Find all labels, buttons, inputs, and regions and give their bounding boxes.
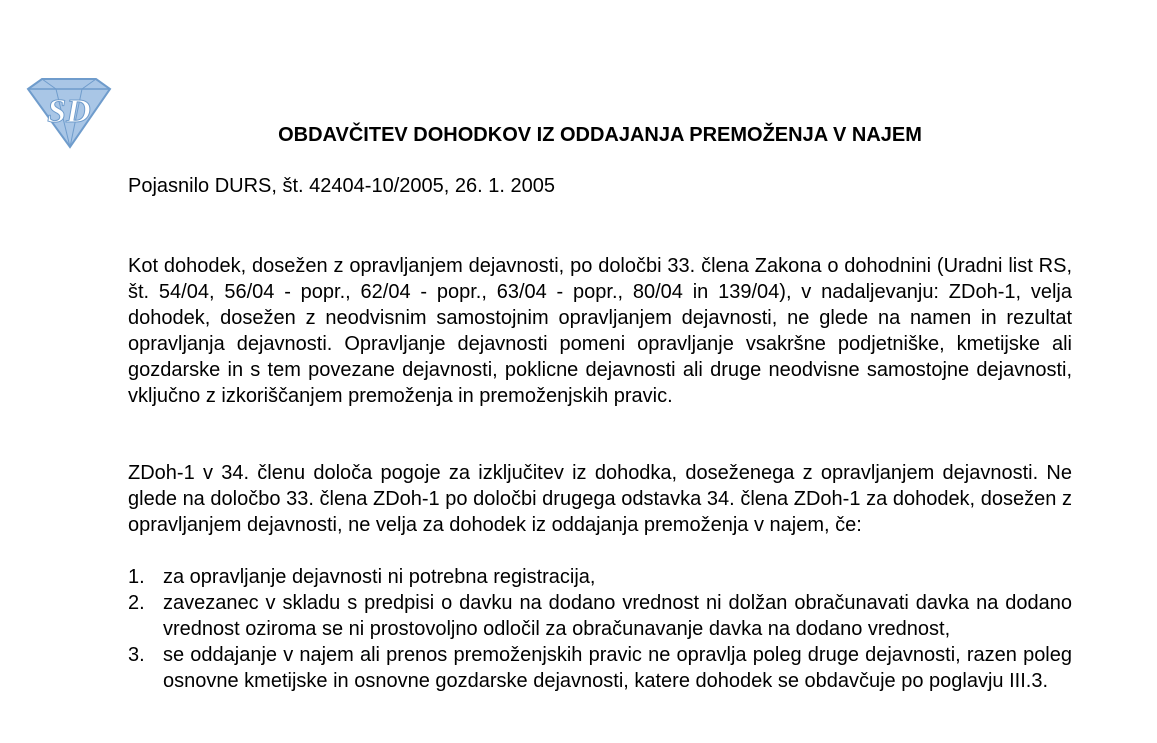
list-item-text: za opravljanje dejavnosti ni potrebna registracija, (163, 566, 596, 588)
list-item-text: se oddajanje v najem ali prenos premoženjskih pravic ne opravlja poleg druge dejavnosti, razen poleg osnovne kmetijske in osnovne gozdarske dejavnosti, katere dohodek se obdavčuje po poglavju III.3. (163, 644, 1072, 692)
list-item-text: zavezanec v skladu s predpisi o davku na dodano vrednost ni dolžan obračunavati davka na dodano vrednost oziroma se ni prostovoljno odločil za obračunavanje davka na dodano vrednost, (163, 592, 1072, 640)
document-reference: Pojasnilo DURS, št. 42404-10/2005, 26. 1. 2005 (128, 175, 555, 197)
svg-text:SD: SD (47, 93, 91, 130)
document-title: OBDAVČITEV DOHODKOV IZ ODDAJANJA PREMOŽENJA V NAJEM (278, 124, 922, 146)
list-item (128, 590, 1072, 642)
list-item-number: 3. (128, 644, 145, 666)
paragraph-2: ZDoh-1 v 34. členu določa pogoje za izključitev iz dohodka, doseženega z opravljanjem dejavnosti. Ne glede na določbo 33. člena ZDoh-1 po določbi drugega odstavka 34. člena ZDoh-1 za dohodek, dosežen z opravljanjem dejavnosti, ne velja za dohodek iz oddajanja premoženja v najem, če: (128, 462, 1072, 536)
paragraph-1: Kot dohodek, dosežen z opravljanjem dejavnosti, po določbi 33. člena Zakona o dohodnini (Uradni list RS, št. 54/04, 56/04 - popr., 62/04 - popr., 63/04 - popr., 80/04 in 139/04), v nadaljevanju: ZDoh-1, velja dohodek, dosežen z neodvisnim samostojnim opravljanjem dejavnosti, ne glede na namen in rezultat opravljanja dejavnosti. Opravljanje dejavnosti pomeni opravljanje vsakršne podjetniške, kmetijske ali gozdarske in s tem povezane dejavnosti, poklicne dejavnosti ali druge neodvisne samostojne dejavnosti, vključno z izkoriščanjem premoženja in premoženjskih pravic. (128, 255, 1072, 407)
list-item-number: 2. (128, 592, 145, 614)
conditions-list (128, 564, 1072, 694)
list-item (128, 642, 1072, 694)
list-item-number: 1. (128, 566, 145, 588)
list-item (128, 564, 1072, 590)
